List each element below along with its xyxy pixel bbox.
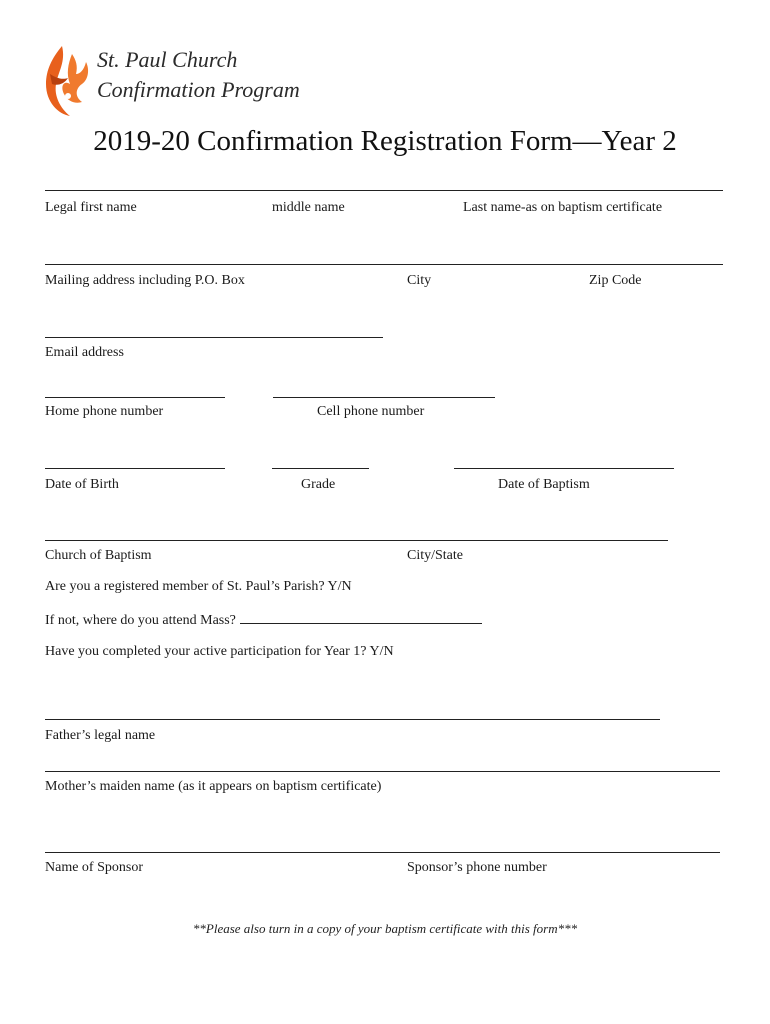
mass-location-label: If not, where do you attend Mass?	[45, 613, 236, 628]
mass-location-blank[interactable]	[240, 611, 482, 624]
cell-phone-label: Cell phone number	[317, 404, 425, 419]
sponsor-name-label: Name of Sponsor	[45, 860, 143, 875]
last-name-label: Last name-as on baptism certificate	[463, 200, 663, 215]
fathers-name-label: Father’s legal name	[45, 728, 156, 743]
mass-location-question	[45, 611, 482, 630]
footer-note: **Please also turn in a copy of your baptism certificate with this form***	[192, 921, 578, 936]
cell-phone-line[interactable]	[273, 397, 495, 398]
sponsor-phone-label: Sponsor’s phone number	[407, 860, 547, 875]
org-name-line1: St. Paul Church	[97, 47, 238, 72]
father-line[interactable]	[45, 719, 660, 720]
dob-label: Date of Birth	[45, 477, 119, 492]
grade-line[interactable]	[272, 468, 369, 469]
year1-question: Have you completed your active participation for Year 1? Y/N	[45, 644, 394, 659]
org-name-line2: Confirmation Program	[97, 77, 300, 102]
date-of-baptism-label: Date of Baptism	[498, 477, 590, 492]
middle-name-label: middle name	[272, 200, 345, 215]
zip-code-label: Zip Code	[589, 273, 642, 288]
dob-line[interactable]	[45, 468, 225, 469]
baptism-date-line[interactable]	[454, 468, 674, 469]
mothers-name-label: Mother’s maiden name (as it appears on baptism certificate)	[45, 779, 382, 794]
email-line[interactable]	[45, 337, 383, 338]
grade-label: Grade	[301, 477, 336, 492]
address-line[interactable]	[45, 264, 723, 265]
church-line[interactable]	[45, 540, 668, 541]
email-label: Email address	[45, 345, 124, 360]
sponsor-line[interactable]	[45, 852, 720, 853]
mailing-address-label: Mailing address including P.O. Box	[45, 273, 245, 288]
church-of-baptism-label: Church of Baptism	[45, 548, 152, 563]
home-phone-line[interactable]	[45, 397, 225, 398]
registered-member-question: Are you a registered member of St. Paul’s Parish? Y/N	[45, 579, 352, 594]
city-label: City	[407, 273, 432, 288]
name-line[interactable]	[45, 190, 723, 191]
dove-flame-icon	[42, 44, 94, 118]
home-phone-label: Home phone number	[45, 404, 164, 419]
legal-first-name-label: Legal first name	[45, 200, 137, 215]
page-title: 2019-20 Confirmation Registration Form—Year 2	[93, 125, 677, 157]
mother-line[interactable]	[45, 771, 720, 772]
city-state-label: City/State	[407, 548, 463, 563]
